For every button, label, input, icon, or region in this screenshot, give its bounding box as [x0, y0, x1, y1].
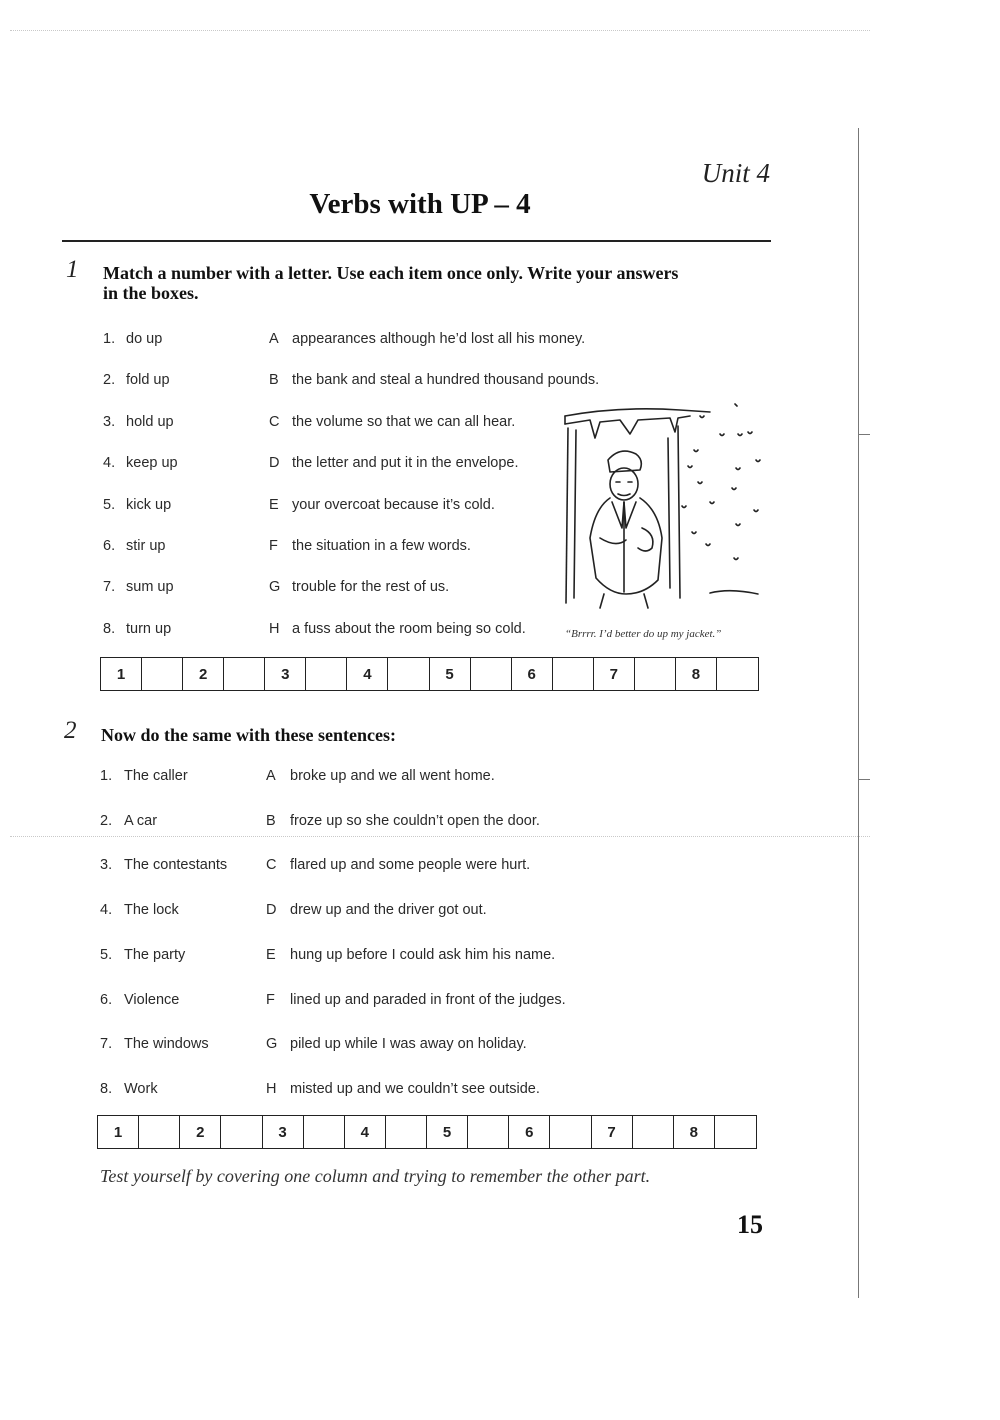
answer-label-cell: 4: [347, 658, 388, 690]
exercise-1-number: 1: [66, 256, 79, 283]
item-phrase: stir up: [126, 538, 166, 554]
item-number: 6.: [103, 538, 116, 554]
item-phrase: The caller: [124, 768, 188, 784]
item-letter: A: [266, 768, 276, 784]
item-phrase: The party: [124, 946, 186, 963]
item-sentence: misted up and we couldn’t see outside.: [290, 1080, 540, 1097]
answer-label-cell: 8: [676, 658, 717, 690]
item-number: 7.: [103, 579, 116, 596]
answer-label-cell: 2: [180, 1116, 221, 1148]
answer-grid-2: [97, 1115, 757, 1149]
item-letter: H: [266, 1080, 277, 1097]
answer-box[interactable]: [553, 658, 594, 690]
item-letter: F: [269, 538, 278, 554]
edge-tick: [858, 779, 870, 780]
item-letter: B: [266, 812, 276, 829]
match-row: [100, 813, 660, 833]
answer-box[interactable]: [471, 658, 512, 690]
item-number: 5.: [103, 496, 116, 513]
answer-box[interactable]: [304, 1116, 345, 1148]
item-number: 7.: [100, 1036, 113, 1053]
item-letter: H: [269, 620, 280, 637]
answer-box[interactable]: [221, 1116, 262, 1148]
item-phrase: do up: [126, 331, 163, 347]
item-sentence: a fuss about the room being so cold.: [292, 620, 526, 637]
title-rule: [62, 240, 771, 242]
match-row: [100, 1081, 660, 1101]
answer-label-cell: 4: [345, 1116, 386, 1148]
item-sentence: the letter and put it in the envelope.: [292, 455, 519, 472]
item-number: 2.: [100, 812, 113, 829]
answer-box[interactable]: [388, 658, 429, 690]
item-phrase: Work: [124, 1080, 158, 1097]
answer-label-cell: 1: [101, 658, 142, 690]
item-sentence: the bank and steal a hundred thousand pounds.: [292, 372, 600, 389]
item-sentence: your overcoat because it’s cold.: [292, 496, 495, 513]
answer-box[interactable]: [717, 658, 758, 690]
item-sentence: the volume so that we can all hear.: [292, 413, 516, 430]
match-row: [103, 331, 663, 351]
answer-label-cell: 1: [98, 1116, 139, 1148]
match-row: [100, 857, 660, 877]
match-row: [100, 947, 660, 967]
illustration-caption: “Brrrr. I’d better do up my jacket.”: [565, 628, 722, 640]
item-letter: B: [269, 372, 279, 389]
item-number: 4.: [100, 902, 113, 919]
item-sentence: appearances although he’d lost all his money.: [292, 331, 586, 347]
item-number: 8.: [103, 620, 116, 637]
exercise-2-number: 2: [64, 717, 77, 744]
item-number: 3.: [100, 857, 113, 874]
answer-label-cell: 3: [263, 1116, 304, 1148]
item-letter: D: [269, 455, 280, 472]
mid-scan-border: [10, 836, 870, 837]
item-sentence: broke up and we all went home.: [290, 768, 495, 784]
item-sentence: froze up so she couldn’t open the door.: [290, 812, 540, 829]
item-letter: A: [269, 331, 279, 347]
page-title: Verbs with UP – 4: [309, 188, 531, 220]
answer-box[interactable]: [468, 1116, 509, 1148]
answer-box[interactable]: [550, 1116, 591, 1148]
top-scan-border: [10, 30, 870, 31]
exercise-2-instruction: Now do the same with these sentences:: [101, 725, 396, 745]
answer-box[interactable]: [142, 658, 183, 690]
item-sentence: the situation in a few words.: [292, 538, 471, 554]
answer-box[interactable]: [306, 658, 347, 690]
footer-note: Test yourself by covering one column and trying to remember the other part.: [100, 1166, 651, 1186]
item-phrase: fold up: [126, 372, 170, 389]
item-phrase: Violence: [124, 991, 180, 1008]
item-letter: C: [266, 857, 277, 874]
answer-box[interactable]: [386, 1116, 427, 1148]
item-letter: E: [269, 496, 279, 513]
instruction-line: in the boxes.: [103, 283, 199, 303]
item-phrase: turn up: [126, 620, 172, 637]
item-number: 1.: [103, 331, 116, 347]
answer-box[interactable]: [715, 1116, 756, 1148]
item-sentence: hung up before I could ask him his name.: [290, 946, 556, 963]
answer-label-cell: 5: [427, 1116, 468, 1148]
page-edge-line: [858, 128, 859, 1298]
item-number: 5.: [100, 946, 113, 963]
exercise-1-instruction: [103, 263, 773, 303]
page-number: 15: [737, 1210, 763, 1239]
answer-label-cell: 5: [430, 658, 471, 690]
answer-box[interactable]: [633, 1116, 674, 1148]
item-phrase: hold up: [126, 413, 174, 430]
match-row: [100, 768, 660, 788]
answer-label-cell: 6: [512, 658, 553, 690]
answer-label-cell: 8: [674, 1116, 715, 1148]
item-number: 2.: [103, 372, 116, 389]
item-phrase: The contestants: [124, 857, 228, 874]
answer-label-cell: 3: [265, 658, 306, 690]
item-letter: G: [266, 1036, 278, 1053]
item-phrase: A car: [124, 812, 158, 829]
instruction-line: Match a number with a letter. Use each item once only. Write your answers: [103, 263, 679, 283]
item-sentence: drew up and the driver got out.: [290, 902, 487, 919]
edge-tick: [858, 434, 870, 435]
match-row: [103, 372, 663, 392]
item-number: 8.: [100, 1080, 113, 1097]
item-sentence: flared up and some people were hurt.: [290, 857, 531, 874]
answer-label-cell: 7: [592, 1116, 633, 1148]
item-letter: F: [266, 991, 275, 1008]
item-phrase: The lock: [124, 902, 179, 919]
match-row: [100, 902, 660, 922]
item-number: 3.: [103, 413, 116, 430]
item-phrase: The windows: [124, 1036, 209, 1053]
answer-box[interactable]: [635, 658, 676, 690]
item-number: 1.: [100, 768, 113, 784]
match-row: [100, 992, 660, 1012]
man-in-doorway-illustration: [560, 398, 772, 618]
match-row: [100, 1036, 660, 1056]
answer-label-cell: 2: [183, 658, 224, 690]
item-letter: G: [269, 579, 281, 596]
item-number: 4.: [103, 455, 116, 472]
item-phrase: sum up: [126, 579, 174, 596]
item-phrase: keep up: [126, 455, 178, 472]
answer-label-cell: 7: [594, 658, 635, 690]
item-letter: C: [269, 413, 280, 430]
answer-box[interactable]: [224, 658, 265, 690]
item-letter: D: [266, 902, 277, 919]
answer-label-cell: 6: [509, 1116, 550, 1148]
answer-grid-1: [100, 657, 759, 691]
item-sentence: piled up while I was away on holiday.: [290, 1036, 527, 1053]
item-sentence: trouble for the rest of us.: [292, 579, 450, 596]
item-number: 6.: [100, 991, 113, 1008]
unit-label: Unit 4: [701, 158, 770, 188]
item-phrase: kick up: [126, 496, 172, 513]
item-sentence: lined up and paraded in front of the judges.: [290, 991, 566, 1008]
answer-box[interactable]: [139, 1116, 180, 1148]
item-letter: E: [266, 946, 276, 963]
